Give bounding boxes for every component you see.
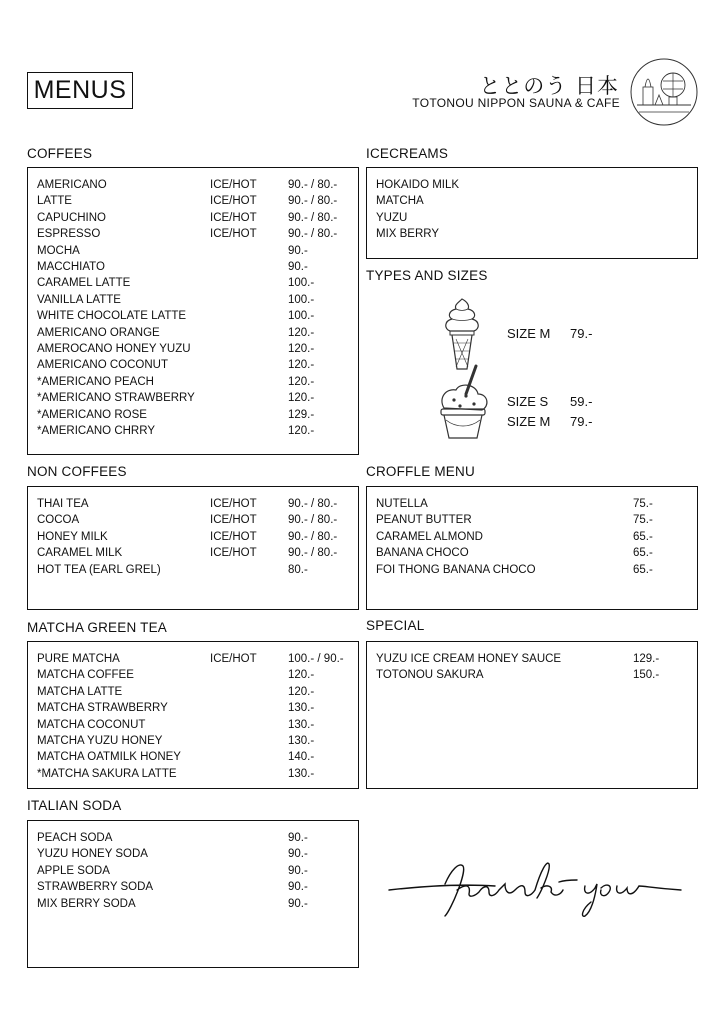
- menu-item-price: 120.-: [288, 685, 315, 698]
- coffees-title: COFFEES: [27, 146, 93, 161]
- menu-item-name: MATCHA LATTE: [37, 685, 123, 698]
- menu-item-name: WHITE CHOCOLATE LATTE: [37, 310, 187, 323]
- italian-soda-title: ITALIAN SODA: [27, 798, 122, 813]
- menu-item-name: *MATCHA SAKURA LATTE: [37, 767, 177, 780]
- cup-size-m-label: SIZE M: [507, 414, 551, 429]
- menu-item-name: *AMERICANO ROSE: [37, 408, 147, 421]
- thank-you-text: thank you: [532, 928, 538, 929]
- menu-item-name: MOCHA: [37, 244, 80, 257]
- menu-title: [27, 72, 133, 109]
- menu-item-name: PURE MATCHA: [37, 653, 120, 665]
- menu-item-price: 100.-: [288, 310, 315, 323]
- menu-item-name: CARAMEL LATTE: [37, 277, 131, 290]
- menu-item-name: MATCHA: [376, 195, 424, 208]
- menu-item-name: YUZU: [376, 211, 408, 224]
- menu-item-price: 120.-: [288, 343, 315, 355]
- menu-item-price: 90.-: [288, 897, 308, 910]
- menu-item-option: ICE/HOT: [210, 530, 257, 543]
- menu-item-option: ICE/HOT: [210, 653, 257, 665]
- menu-item-name: PEACH SODA: [37, 832, 113, 844]
- menu-item-name: YUZU ICE CREAM HONEY SAUCE: [376, 653, 562, 665]
- menu-item-price: 65.-: [633, 547, 653, 560]
- croffle-title: CROFFLE MENU: [366, 464, 475, 479]
- icecreams-title: ICECREAMS: [366, 146, 449, 161]
- menu-item-price: 130.-: [288, 767, 315, 780]
- menu-item-price: 120.-: [288, 669, 315, 682]
- menu-item-price: 90.- / 80.-: [288, 228, 338, 241]
- non-coffees-title: NON COFFEES: [27, 464, 127, 479]
- matcha-title: MATCHA GREEN TEA: [27, 620, 167, 635]
- menu-item-name: MATCHA COFFEE: [37, 669, 134, 682]
- brand-name-jp: ととのう 日本: [479, 74, 619, 98]
- soft-serve-cone-icon: [440, 297, 484, 373]
- cone-size-price: 79.-: [570, 326, 593, 341]
- menu-item-name: *AMERICANO PEACH: [37, 375, 154, 388]
- menu-item-option: ICE/HOT: [210, 228, 257, 241]
- matcha-box: [27, 641, 359, 789]
- menu-item-name: MATCHA STRAWBERRY: [37, 702, 168, 715]
- menu-item-name: AMERICANO: [37, 179, 107, 191]
- menu-item-name: MATCHA YUZU HONEY: [37, 735, 163, 747]
- ice-cream-cup-icon: [436, 364, 492, 442]
- menu-item-option: ICE/HOT: [210, 498, 257, 510]
- menu-item-name: CAPUCHINO: [37, 211, 107, 224]
- menu-item-price: 90.-: [288, 244, 308, 257]
- brand-name-en: TOTONOU NIPPON SAUNA & CAFE: [412, 96, 620, 110]
- croffle-box: [366, 486, 698, 610]
- menu-item-price: 120.-: [288, 425, 315, 437]
- non-coffees-box: [27, 486, 359, 610]
- menu-item-name: ESPRESSO: [37, 228, 101, 241]
- icecreams-box: [366, 167, 698, 259]
- types-sizes-title: TYPES AND SIZES: [366, 268, 488, 283]
- menu-item-price: 140.-: [288, 751, 315, 764]
- menu-item-price: 75.-: [633, 514, 653, 527]
- menu-item-price: 120.-: [288, 326, 315, 339]
- menu-item-option: ICE/HOT: [210, 514, 257, 527]
- menu-item-price: 90.-: [288, 864, 308, 877]
- menu-item-price: 100.-: [288, 293, 315, 306]
- menu-item-name: THAI TEA: [37, 498, 89, 510]
- menu-item-name: MIX BERRY: [376, 228, 440, 241]
- menu-item-price: 100.- / 90.-: [288, 653, 344, 665]
- menu-item-price: 90.-: [288, 832, 308, 844]
- menu-item-name: *AMERICANO CHRRY: [37, 425, 155, 437]
- menu-item-price: 130.-: [288, 718, 315, 731]
- menu-item-option: ICE/HOT: [210, 195, 257, 208]
- menu-item-name: MACCHIATO: [37, 261, 105, 273]
- menu-item-name: *AMERICANO STRAWBERRY: [37, 392, 195, 405]
- menu-item-name: BANANA CHOCO: [376, 547, 469, 560]
- menu-item-price: 75.-: [633, 498, 653, 510]
- menu-item-price: 90.- / 80.-: [288, 195, 338, 208]
- menu-item-option: ICE/HOT: [210, 547, 257, 560]
- menu-item-name: FOI THONG BANANA CHOCO: [376, 563, 536, 576]
- menu-item-name: CARAMEL MILK: [37, 547, 123, 560]
- menu-item-price: 65.-: [633, 530, 653, 543]
- menu-item-price: 120.-: [288, 359, 315, 372]
- menu-item-name: YUZU HONEY SODA: [37, 848, 148, 861]
- menu-item-price: 90.-: [288, 261, 308, 273]
- menu-item-price: 120.-: [288, 375, 315, 388]
- cup-size-s-label: SIZE S: [507, 394, 549, 409]
- menu-item-price: 90.- / 80.-: [288, 530, 338, 543]
- menu-item-name: STRAWBERRY SODA: [37, 881, 154, 894]
- menu-item-name: VANILLA LATTE: [37, 293, 121, 306]
- special-title: SPECIAL: [366, 618, 425, 633]
- menu-item-price: 130.-: [288, 702, 315, 715]
- menu-item-name: MIX BERRY SODA: [37, 897, 136, 910]
- italian-soda-box: [27, 820, 359, 968]
- menu-item-price: 90.- / 80.-: [288, 179, 338, 191]
- menu-item-price: 65.-: [633, 563, 653, 576]
- menu-item-name: HONEY MILK: [37, 530, 108, 543]
- menu-item-name: HOT TEA (EARL GREL): [37, 563, 161, 576]
- menu-item-price: 90.-: [288, 848, 308, 861]
- cup-size-m-price: 79.-: [570, 414, 593, 429]
- menu-item-price: 130.-: [288, 735, 315, 747]
- menu-item-price: 90.- / 80.-: [288, 498, 338, 510]
- menu-item-name: NUTELLA: [376, 498, 428, 510]
- menu-item-price: 129.-: [288, 408, 315, 421]
- menu-item-price: 90.- / 80.-: [288, 211, 338, 224]
- menu-item-name: CARAMEL ALMOND: [376, 530, 483, 543]
- menu-item-name: COCOA: [37, 514, 80, 527]
- menu-item-price: 129.-: [633, 653, 660, 665]
- menu-item-price: 150.-: [633, 669, 660, 682]
- menu-item-name: HOKAIDO MILK: [376, 179, 460, 191]
- menu-item-name: AMERICANO COCONUT: [37, 359, 168, 372]
- cone-size-label: SIZE M: [507, 326, 551, 341]
- menu-item-name: APPLE SODA: [37, 864, 110, 877]
- menu-item-price: 100.-: [288, 277, 315, 290]
- menu-item-name: AMERICANO ORANGE: [37, 326, 160, 339]
- menu-item-option: ICE/HOT: [210, 211, 257, 224]
- cafe-logo-icon: [629, 57, 699, 127]
- menu-item-name: MATCHA COCONUT: [37, 718, 146, 731]
- menu-item-price: 80.-: [288, 563, 308, 576]
- menu-title-text: MENUS: [33, 76, 127, 104]
- menu-item-price: 90.- / 80.-: [288, 514, 338, 527]
- cup-size-s-price: 59.-: [570, 394, 593, 409]
- menu-item-name: MATCHA OATMILK HONEY: [37, 751, 181, 764]
- menu-item-name: TOTONOU SAKURA: [376, 669, 484, 682]
- menu-item-name: LATTE: [37, 195, 72, 208]
- menu-item-price: 120.-: [288, 392, 315, 405]
- menu-item-price: 90.- / 80.-: [288, 547, 338, 560]
- coffees-box: [27, 167, 359, 455]
- menu-item-option: ICE/HOT: [210, 179, 257, 191]
- special-box: [366, 641, 698, 789]
- menu-item-name: PEANUT BUTTER: [376, 514, 472, 527]
- thank-you-signature: [385, 850, 685, 930]
- menu-item-name: AMEROCANO HONEY YUZU: [37, 343, 191, 355]
- menu-item-price: 90.-: [288, 881, 308, 894]
